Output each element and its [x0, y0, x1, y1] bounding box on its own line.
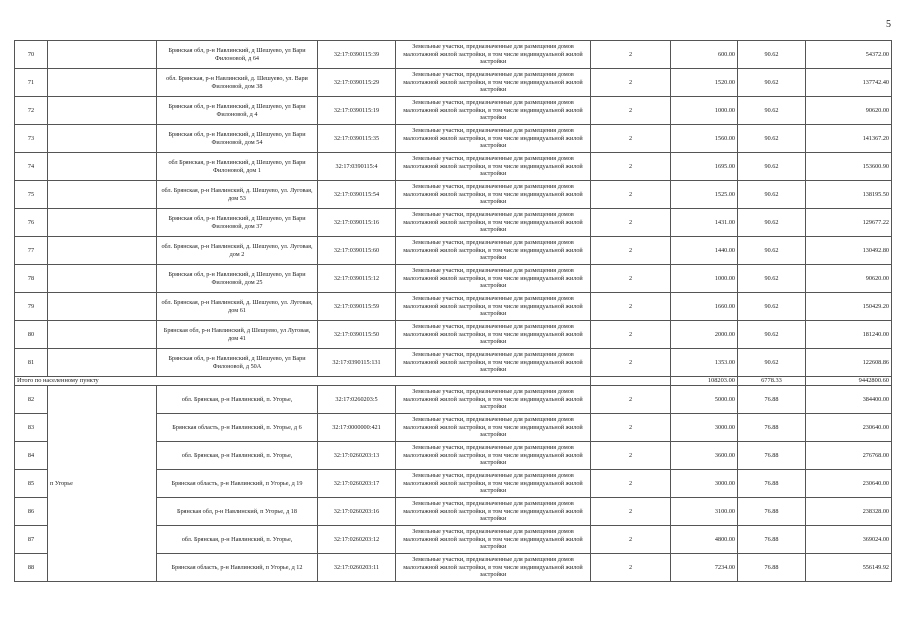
row-number: 84: [15, 442, 48, 470]
table-row: [15, 41, 892, 69]
cadastral-number-cell: 32:17:0390115:35: [318, 125, 396, 153]
row-number: 87: [15, 526, 48, 554]
unit-value-cell: 76.88: [738, 414, 806, 442]
group-code-cell: 2: [591, 69, 671, 97]
table-body-section-b: [15, 386, 892, 582]
group-code-cell: 2: [591, 97, 671, 125]
address-cell: Брянская обл, р-н Навлинский, д Шешуево, ул Вари Филоновой, дом 37: [157, 209, 318, 237]
unit-value-cell: 76.88: [738, 470, 806, 498]
total-value: 9442800.60: [806, 377, 892, 386]
table-row: [15, 153, 892, 181]
area-cell: 600.00: [671, 41, 738, 69]
cadastral-value-cell: 230640.00: [806, 470, 892, 498]
row-number: 70: [15, 41, 48, 69]
table-row: [15, 386, 892, 414]
cadastral-number-cell: 32:17:0390115:16: [318, 209, 396, 237]
row-number: 80: [15, 321, 48, 349]
row-number: 82: [15, 386, 48, 414]
unit-value-cell: 90.62: [738, 181, 806, 209]
settlement-total-row: [15, 377, 892, 386]
row-number: 74: [15, 153, 48, 181]
settlement-cell: [48, 265, 157, 293]
group-code-cell: 2: [591, 181, 671, 209]
unit-value-cell: 90.62: [738, 41, 806, 69]
cadastral-value-cell: 276768.00: [806, 442, 892, 470]
unit-value-cell: 90.62: [738, 265, 806, 293]
land-category-cell: Земельные участки, предназначенные для размещения домов малоэтажной жилой застройки, в том числе индивидуальной жилой застройки: [396, 209, 591, 237]
group-code-cell: 2: [591, 470, 671, 498]
land-category-cell: Земельные участки, предназначенные для размещения домов малоэтажной жилой застройки, в том числе индивидуальной жилой застройки: [396, 153, 591, 181]
land-category-cell: Земельные участки, предназначенные для размещения домов малоэтажной жилой застройки, в том числе индивидуальной жилой застройки: [396, 442, 591, 470]
cadastral-number-cell: 32:17:0390115:29: [318, 69, 396, 97]
land-category-cell: Земельные участки, предназначенные для размещения домов малоэтажной жилой застройки, в том числе индивидуальной жилой застройки: [396, 321, 591, 349]
settlement-cell: [48, 153, 157, 181]
table-row: [15, 97, 892, 125]
cadastral-value-cell: 153600.90: [806, 153, 892, 181]
land-category-cell: Земельные участки, предназначенные для размещения домов малоэтажной жилой застройки, в том числе индивидуальной жилой застройки: [396, 97, 591, 125]
group-code-cell: 2: [591, 498, 671, 526]
page-number: 5: [886, 19, 891, 30]
row-number: 75: [15, 181, 48, 209]
land-category-cell: Земельные участки, предназначенные для размещения домов малоэтажной жилой застройки, в том числе индивидуальной жилой застройки: [396, 498, 591, 526]
cadastral-value-cell: 230640.00: [806, 414, 892, 442]
address-cell: обл. Брянская, р-н Навлинский, п. Угорье,: [157, 386, 318, 414]
total-label: Итого по населенному пункту: [15, 377, 591, 386]
group-code-cell: 2: [591, 237, 671, 265]
address-cell: Брянская обл, р-н Навлинский, д Шешуево, ул Вари Филоновой, д 64: [157, 41, 318, 69]
area-cell: 1695.00: [671, 153, 738, 181]
settlement-cell: [48, 293, 157, 321]
unit-value-cell: 90.62: [738, 209, 806, 237]
settlement-cell: [48, 41, 157, 69]
cadastral-value-cell: 122608.86: [806, 349, 892, 377]
cadastral-value-cell: 54372.00: [806, 41, 892, 69]
unit-value-cell: 76.88: [738, 386, 806, 414]
land-category-cell: Земельные участки, предназначенные для размещения домов малоэтажной жилой застройки, в том числе индивидуальной жилой застройки: [396, 554, 591, 582]
land-category-cell: Земельные участки, предназначенные для размещения домов малоэтажной жилой застройки, в том числе индивидуальной жилой застройки: [396, 181, 591, 209]
address-cell: обл. Брянская, р-н Навлинский, д. Шешуево, ул. Луговая, дом 2: [157, 237, 318, 265]
land-category-cell: Земельные участки, предназначенные для размещения домов малоэтажной жилой застройки, в том числе индивидуальной жилой застройки: [396, 293, 591, 321]
land-category-cell: Земельные участки, предназначенные для размещения домов малоэтажной жилой застройки, в том числе индивидуальной жилой застройки: [396, 386, 591, 414]
cadastral-value-cell: 369024.00: [806, 526, 892, 554]
cadastral-value-cell: 556149.92: [806, 554, 892, 582]
total-area: 108203.00: [671, 377, 738, 386]
settlement-cell: [48, 209, 157, 237]
table-row: [15, 293, 892, 321]
cadastral-value-cell: 130492.80: [806, 237, 892, 265]
area-cell: 1000.00: [671, 97, 738, 125]
cadastral-value-cell: 181240.00: [806, 321, 892, 349]
cadastral-number-cell: 32:17:0260203:16: [318, 498, 396, 526]
cadastral-value-cell: 90620.00: [806, 265, 892, 293]
group-code-cell: 2: [591, 293, 671, 321]
group-code-cell: 2: [591, 386, 671, 414]
cadastral-value-cell: 238328.00: [806, 498, 892, 526]
cadastral-number-cell: 32:17:0260203:11: [318, 554, 396, 582]
cadastral-number-cell: 32:17:0260203:12: [318, 526, 396, 554]
area-cell: 3000.00: [671, 470, 738, 498]
land-category-cell: Земельные участки, предназначенные для размещения домов малоэтажной жилой застройки, в том числе индивидуальной жилой застройки: [396, 470, 591, 498]
unit-value-cell: 90.62: [738, 293, 806, 321]
table-row: [15, 209, 892, 237]
settlement-cell: [48, 97, 157, 125]
land-category-cell: Земельные участки, предназначенные для размещения домов малоэтажной жилой застройки, в том числе индивидуальной жилой застройки: [396, 349, 591, 377]
unit-value-cell: 90.62: [738, 125, 806, 153]
cadastral-number-cell: 32:17:0000000:421: [318, 414, 396, 442]
area-cell: 7234.00: [671, 554, 738, 582]
row-number: 83: [15, 414, 48, 442]
area-cell: 1000.00: [671, 265, 738, 293]
group-code-cell: 2: [591, 209, 671, 237]
cadastral-value-cell: 150429.20: [806, 293, 892, 321]
area-cell: 1560.00: [671, 125, 738, 153]
row-number: 76: [15, 209, 48, 237]
cadastral-number-cell: 32:17:0260203:17: [318, 470, 396, 498]
unit-value-cell: 76.88: [738, 554, 806, 582]
cadastral-number-cell: 32:17:0390115:131: [318, 349, 396, 377]
cadastral-value-cell: 129677.22: [806, 209, 892, 237]
settlement-name: п Угорье: [48, 386, 157, 582]
cadastral-value-cell: 141367.20: [806, 125, 892, 153]
row-number: 72: [15, 97, 48, 125]
land-category-cell: Земельные участки, предназначенные для размещения домов малоэтажной жилой застройки, в том числе индивидуальной жилой застройки: [396, 526, 591, 554]
unit-value-cell: 90.62: [738, 237, 806, 265]
row-number: 81: [15, 349, 48, 377]
area-cell: 3600.00: [671, 442, 738, 470]
unit-value-cell: 90.62: [738, 349, 806, 377]
cadastral-value-cell: 90620.00: [806, 97, 892, 125]
address-cell: обл. Брянская, р-н Навлинский, д. Шешуево, ул. Луговая, дом 61: [157, 293, 318, 321]
row-number: 73: [15, 125, 48, 153]
settlement-cell: [48, 181, 157, 209]
address-cell: Брянская обл, р-н Навлинский, д Шешуево, ул Вари Филоновой, дом 54: [157, 125, 318, 153]
cadastral-number-cell: 32:17:0390115:4: [318, 153, 396, 181]
group-code-cell: 2: [591, 41, 671, 69]
row-number: 78: [15, 265, 48, 293]
settlement-cell: [48, 237, 157, 265]
area-cell: 2000.00: [671, 321, 738, 349]
area-cell: 1353.00: [671, 349, 738, 377]
cadastral-number-cell: 32:17:0390115:19: [318, 97, 396, 125]
group-code-cell: 2: [591, 554, 671, 582]
settlement-cell: [48, 321, 157, 349]
address-cell: Брянская обл, р-н Навлинский, п Угорье, д 18: [157, 498, 318, 526]
cadastral-number-cell: 32:17:0390115:12: [318, 265, 396, 293]
row-number: 71: [15, 69, 48, 97]
group-code-cell: 2: [591, 526, 671, 554]
unit-value-cell: 90.62: [738, 97, 806, 125]
address-cell: Брянская обл, р-н Навлинский, д Шешуево, ул Луговая, дом 41: [157, 321, 318, 349]
settlement-cell: [48, 349, 157, 377]
total-blank: [591, 377, 671, 386]
address-cell: обл Брянская, р-н Навлинский, д Шешуево, ул Вари Филоновой, дом 1: [157, 153, 318, 181]
row-number: 86: [15, 498, 48, 526]
cadastral-number-cell: 32:17:0390115:39: [318, 41, 396, 69]
unit-value-cell: 76.88: [738, 442, 806, 470]
table-row: [15, 125, 892, 153]
total-section: [15, 377, 892, 386]
table-row: [15, 181, 892, 209]
unit-value-cell: 90.62: [738, 153, 806, 181]
land-plots-table: [14, 40, 892, 582]
land-category-cell: Земельные участки, предназначенные для размещения домов малоэтажной жилой застройки, в том числе индивидуальной жилой застройки: [396, 414, 591, 442]
group-code-cell: 2: [591, 442, 671, 470]
unit-value-cell: 76.88: [738, 526, 806, 554]
area-cell: 4800.00: [671, 526, 738, 554]
area-cell: 1660.00: [671, 293, 738, 321]
area-cell: 1525.00: [671, 181, 738, 209]
land-category-cell: Земельные участки, предназначенные для размещения домов малоэтажной жилой застройки, в том числе индивидуальной жилой застройки: [396, 265, 591, 293]
table-row: [15, 69, 892, 97]
address-cell: обл. Брянская, р-н Навлинский, д. Шешуево, ул. Луговая, дом 53: [157, 181, 318, 209]
area-cell: 1440.00: [671, 237, 738, 265]
row-number: 85: [15, 470, 48, 498]
area-cell: 1431.00: [671, 209, 738, 237]
table-row: [15, 349, 892, 377]
unit-value-cell: 90.62: [738, 69, 806, 97]
cadastral-value-cell: 384400.00: [806, 386, 892, 414]
settlement-cell: [48, 69, 157, 97]
unit-value-cell: 76.88: [738, 498, 806, 526]
address-cell: Брянская обл, р-н Навлинский, д Шешуево, ул Вари Филоновой, д 50А: [157, 349, 318, 377]
cadastral-number-cell: 32:17:0260203:13: [318, 442, 396, 470]
group-code-cell: 2: [591, 153, 671, 181]
cadastral-value-cell: 138195.50: [806, 181, 892, 209]
area-cell: 3000.00: [671, 414, 738, 442]
table-body-section-a: [15, 41, 892, 377]
land-category-cell: Земельные участки, предназначенные для размещения домов малоэтажной жилой застройки, в том числе индивидуальной жилой застройки: [396, 69, 591, 97]
area-cell: 3100.00: [671, 498, 738, 526]
group-code-cell: 2: [591, 414, 671, 442]
cadastral-number-cell: 32:17:0390115:59: [318, 293, 396, 321]
land-category-cell: Земельные участки, предназначенные для размещения домов малоэтажной жилой застройки, в том числе индивидуальной жилой застройки: [396, 41, 591, 69]
cadastral-number-cell: 32:17:0390115:54: [318, 181, 396, 209]
table-row: [15, 321, 892, 349]
area-cell: 5000.00: [671, 386, 738, 414]
area-cell: 1520.00: [671, 69, 738, 97]
cadastral-number-cell: 32:17:0390115:50: [318, 321, 396, 349]
address-cell: обл. Брянская, р-н Навлинский, д. Шешуево, ул. Вари Филоновой, дом 38: [157, 69, 318, 97]
address-cell: обл. Брянская, р-н Навлинский, п. Угорье,: [157, 442, 318, 470]
table-row: [15, 237, 892, 265]
address-cell: Брянская обл, р-н Навлинский, д Шешуево, ул Вари Филоновой, д 4: [157, 97, 318, 125]
address-cell: Брянская область, р-н Навлинский, п Угорье, д 12: [157, 554, 318, 582]
cadastral-number-cell: 32:17:0390115:60: [318, 237, 396, 265]
settlement-cell: [48, 125, 157, 153]
address-cell: Брянская обл, р-н Навлинский, д Шешуево, ул Вари Филоновой, дом 25: [157, 265, 318, 293]
group-code-cell: 2: [591, 125, 671, 153]
group-code-cell: 2: [591, 321, 671, 349]
address-cell: Брянская область, р-н Навлинский, п Угорье, д 19: [157, 470, 318, 498]
cadastral-value-cell: 137742.40: [806, 69, 892, 97]
land-category-cell: Земельные участки, предназначенные для размещения домов малоэтажной жилой застройки, в том числе индивидуальной жилой застройки: [396, 237, 591, 265]
unit-value-cell: 90.62: [738, 321, 806, 349]
address-cell: обл. Брянская, р-н Навлинский, п. Угорье,: [157, 526, 318, 554]
row-number: 79: [15, 293, 48, 321]
group-code-cell: 2: [591, 265, 671, 293]
cadastral-number-cell: 32:17:0260203:5: [318, 386, 396, 414]
row-number: 88: [15, 554, 48, 582]
table-row: [15, 265, 892, 293]
land-category-cell: Земельные участки, предназначенные для размещения домов малоэтажной жилой застройки, в том числе индивидуальной жилой застройки: [396, 125, 591, 153]
row-number: 77: [15, 237, 48, 265]
group-code-cell: 2: [591, 349, 671, 377]
address-cell: Брянская область, р-н Навлинский, п. Угорье, д 6: [157, 414, 318, 442]
total-price: 6778.33: [738, 377, 806, 386]
